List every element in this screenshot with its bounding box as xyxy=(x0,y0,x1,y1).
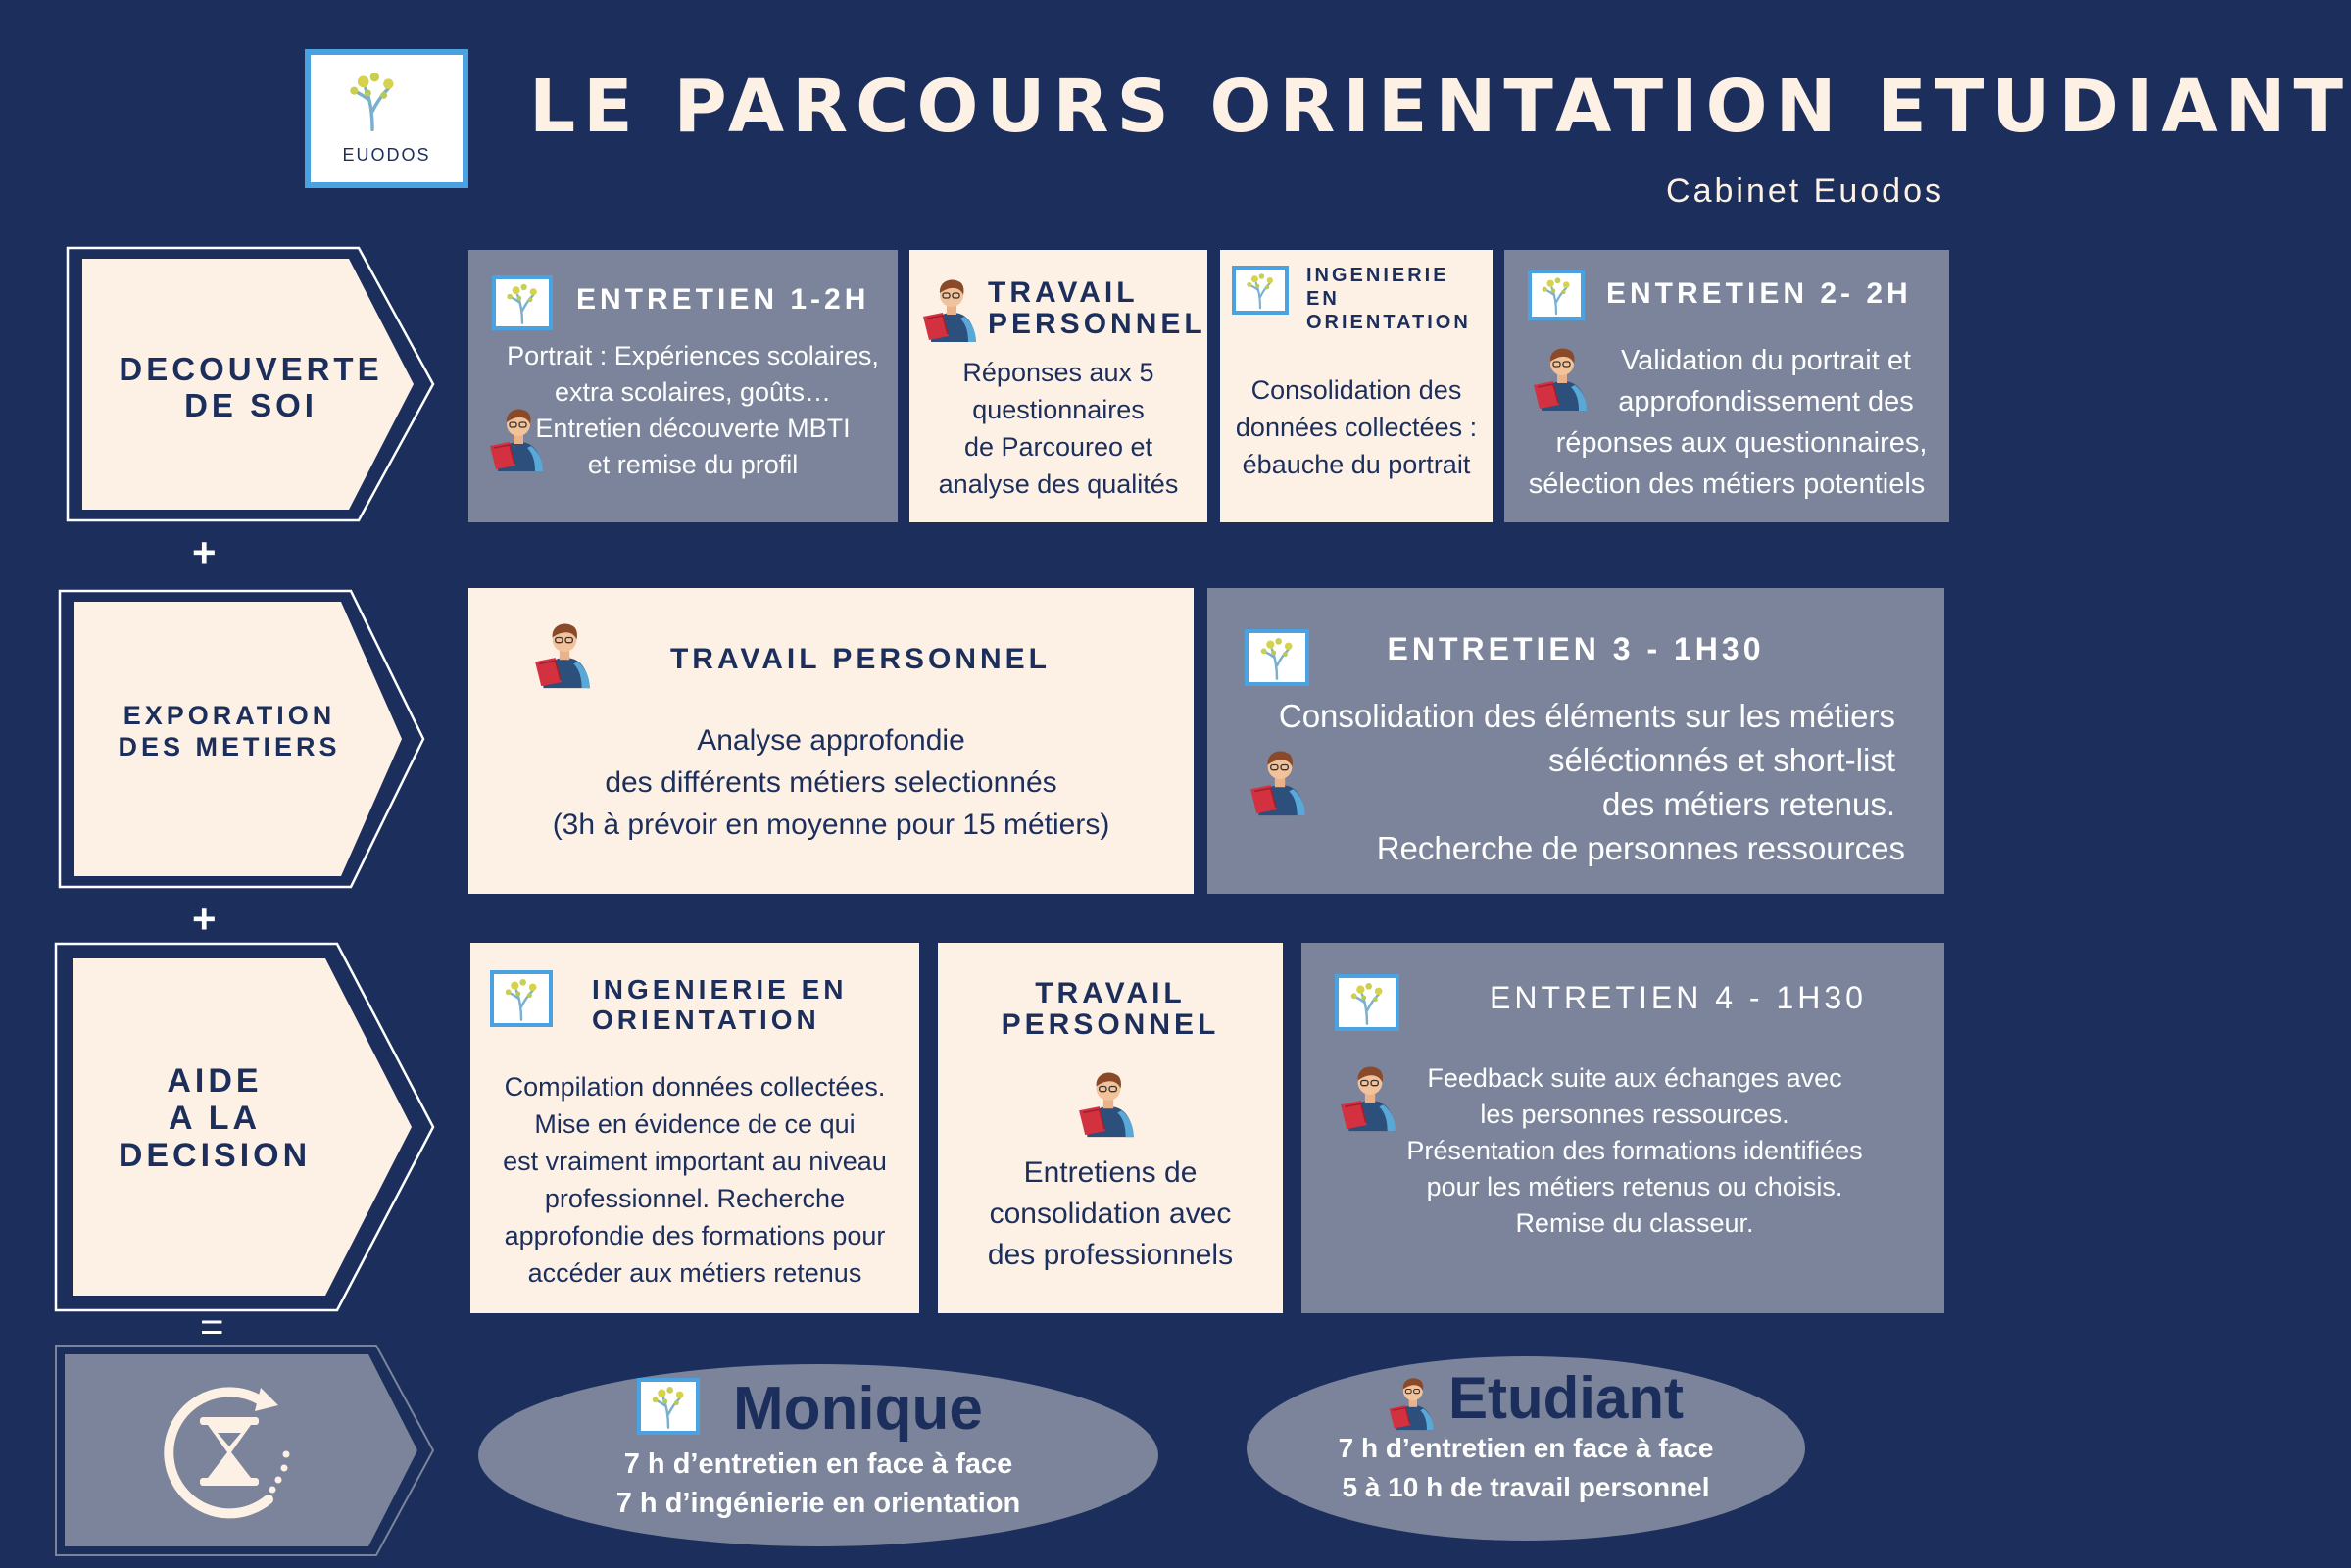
card-title: ENTRETIEN 4 - 1H30 xyxy=(1490,980,1867,1015)
stage-label-line1: DECOUVERTE xyxy=(119,351,383,387)
card-travail-personnel-2 xyxy=(468,588,1194,894)
card-line: professionnel. Recherche xyxy=(544,1184,846,1213)
card-line: Réponses aux 5 xyxy=(962,358,1154,387)
card-title-line2: ORIENTATION xyxy=(592,1004,820,1035)
card-travail-personnel-1 xyxy=(909,250,1207,522)
card-line: est vraiment important au niveau xyxy=(503,1147,887,1176)
card-line: extra scolaires, goûts… xyxy=(554,377,832,407)
card-entretien-2 xyxy=(1504,250,1949,522)
summary-line: 7 h d’entretien en face à face xyxy=(623,1448,1013,1480)
card-title: ENTRETIEN 2- 2H xyxy=(1606,277,1912,310)
plus-connector: + xyxy=(192,896,217,942)
euodos-tree-logo-icon xyxy=(637,1378,700,1435)
card-line: Entretien découverte MBTI xyxy=(535,414,851,443)
card-line: de Parcoureo et xyxy=(963,432,1153,462)
card-line: pour les métiers retenus ou choisis. xyxy=(1426,1172,1843,1201)
card-line: accéder aux métiers retenus xyxy=(527,1258,862,1288)
person-reading-icon xyxy=(921,270,980,346)
euodos-tree-logo-icon xyxy=(490,970,553,1027)
card-line: et remise du profil xyxy=(587,450,799,479)
summary-line: 7 h d’entretien en face à face xyxy=(1338,1433,1714,1463)
card-line: questionnaires xyxy=(972,395,1145,424)
card-line: (3h à prévoir en moyenne pour 15 métiers) xyxy=(552,808,1110,841)
card-line: sélection des métiers potentiels xyxy=(1528,468,1926,500)
card-line: réponses aux questionnaires, xyxy=(1555,427,1928,459)
summary-monique xyxy=(478,1364,1158,1546)
stage-decouverte xyxy=(65,245,437,523)
card-title-line1: TRAVAIL xyxy=(1035,977,1186,1009)
stage-label-line2: DES METIERS xyxy=(118,732,341,761)
card-line: Entretiens de xyxy=(1023,1156,1198,1189)
summary-etudiant xyxy=(1247,1356,1805,1541)
card-line: approfondie des formations pour xyxy=(504,1221,886,1250)
card-line: approfondissement des xyxy=(1618,386,1914,417)
card-ingenierie-2 xyxy=(470,943,919,1313)
card-line: Validation du portrait et xyxy=(1620,345,1912,376)
card-travail-personnel-3 xyxy=(938,943,1283,1313)
card-entretien-4 xyxy=(1301,943,1944,1313)
card-ingenierie-1 xyxy=(1220,250,1493,522)
plus-connector: + xyxy=(192,529,217,575)
card-line: Portrait : Expériences scolaires, xyxy=(507,341,879,370)
person-reading-icon xyxy=(1388,1370,1437,1433)
page-subtitle: Cabinet Euodos xyxy=(1666,172,1944,210)
summary-line: 5 à 10 h de travail personnel xyxy=(1342,1472,1710,1502)
card-line: Consolidation des xyxy=(1250,375,1462,405)
stage-label-line2: DE SOI xyxy=(184,387,318,423)
summary-name: Monique xyxy=(733,1375,983,1443)
card-line: données collectées : xyxy=(1235,413,1478,442)
card-title-line2: EN xyxy=(1306,288,1340,310)
euodos-tree-logo-icon xyxy=(492,275,553,330)
card-line: Analyse approfondie xyxy=(697,724,965,757)
card-title-line2: PERSONNEL xyxy=(988,308,1206,340)
euodos-tree-logo-icon xyxy=(338,61,407,139)
card-title-line1: INGENIERIE EN xyxy=(592,974,848,1004)
card-line: consolidation avec xyxy=(989,1198,1232,1230)
card-line: ébauche du portrait xyxy=(1242,450,1471,479)
hourglass-refresh-icon xyxy=(151,1372,308,1529)
stage-label-line3: DECISION xyxy=(118,1137,312,1174)
card-title: ENTRETIEN 1-2H xyxy=(576,283,870,316)
card-title: TRAVAIL PERSONNEL xyxy=(669,643,1052,675)
card-title-line3: ORIENTATION xyxy=(1306,312,1471,333)
euodos-tree-logo-icon xyxy=(1528,270,1585,320)
stage-label-line1: EXPORATION xyxy=(122,701,336,730)
card-line: Compilation données collectées. xyxy=(504,1072,886,1102)
card-line: analyse des qualités xyxy=(938,469,1179,499)
card-entretien-1 xyxy=(468,250,898,522)
equals-connector: = xyxy=(200,1303,224,1349)
stage-label-line1: AIDE xyxy=(167,1062,263,1100)
stage-decision xyxy=(53,941,437,1313)
card-line: Mise en évidence de ce qui xyxy=(534,1109,856,1139)
summary-name: Etudiant xyxy=(1448,1365,1684,1431)
euodos-tree-logo-icon xyxy=(1232,266,1289,315)
card-line: Feedback suite aux échanges avec xyxy=(1427,1063,1842,1093)
card-entretien-3 xyxy=(1207,588,1944,894)
card-line: séléctionnés et short-list xyxy=(1548,742,1895,778)
card-line: Consolidation des éléments sur les métiers xyxy=(1278,698,1895,734)
card-title-line1: INGENIERIE xyxy=(1306,265,1449,286)
page-title: LE PARCOURS ORIENTATION ETUDIANT xyxy=(529,65,2351,149)
card-title-line1: TRAVAIL xyxy=(988,276,1139,309)
euodos-tree-logo-icon xyxy=(1335,974,1399,1031)
logo xyxy=(305,49,468,188)
card-line: Remise du classeur. xyxy=(1515,1208,1754,1238)
card-line: des professionnels xyxy=(987,1239,1234,1271)
card-line: Recherche de personnes ressources xyxy=(1376,830,1905,866)
logo-text: EUODOS xyxy=(342,145,431,165)
person-reading-icon xyxy=(1077,1062,1138,1141)
card-line: des métiers retenus. xyxy=(1602,786,1895,822)
card-line: Présentation des formations identifiées xyxy=(1406,1136,1863,1165)
card-line: des différents métiers selectionnés xyxy=(605,766,1057,799)
card-line: les personnes ressources. xyxy=(1480,1100,1789,1129)
stage-label-line2: A LA xyxy=(168,1100,262,1137)
summary-line: 7 h d’ingénierie en orientation xyxy=(615,1488,1021,1519)
stage-exploration xyxy=(57,588,427,890)
stage-summary xyxy=(53,1343,437,1558)
card-title-line2: PERSONNEL xyxy=(1001,1008,1220,1041)
card-title: ENTRETIEN 3 - 1H30 xyxy=(1387,631,1765,666)
